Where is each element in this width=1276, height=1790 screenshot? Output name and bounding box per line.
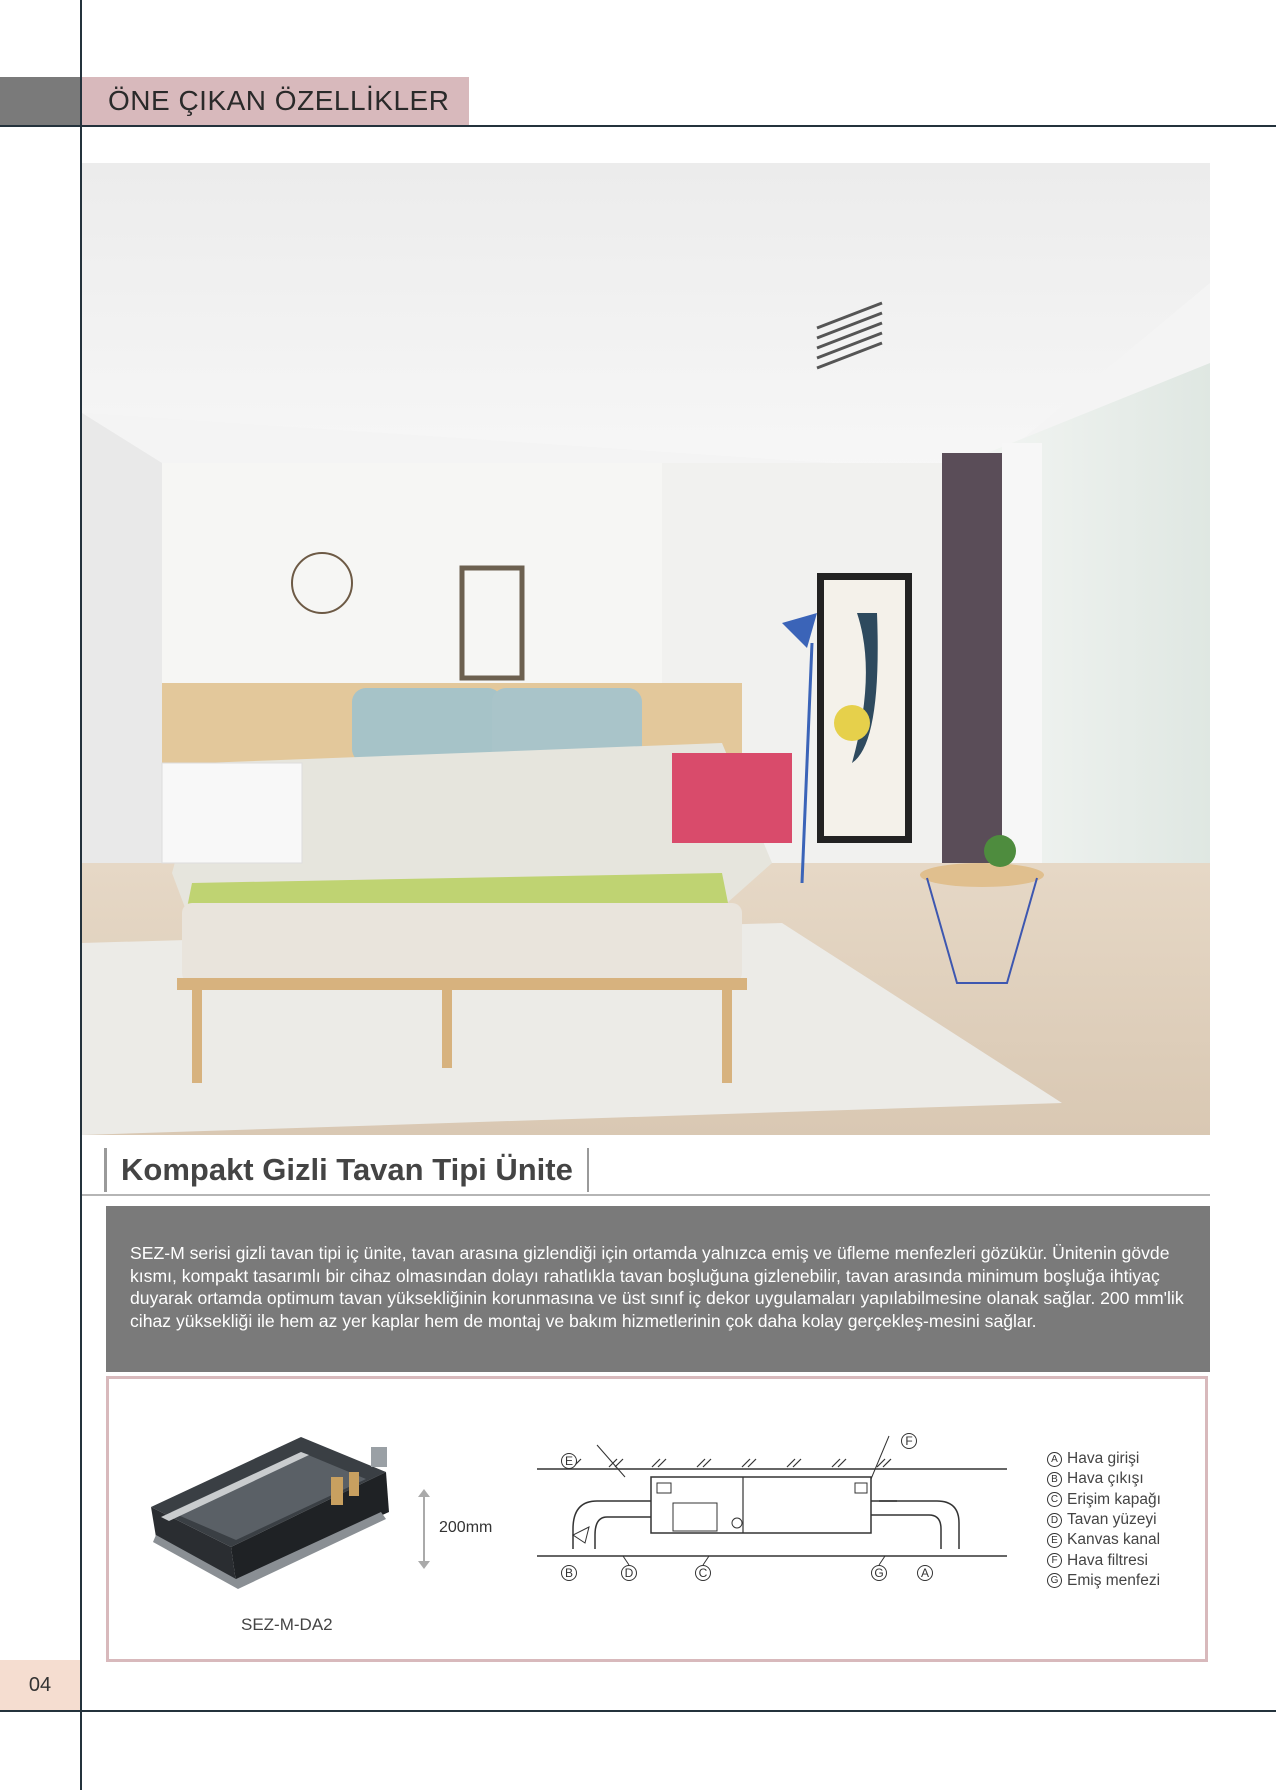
model-name: SEZ-M-DA2 [241, 1615, 333, 1634]
product-title-frame [104, 1148, 589, 1192]
legend-item-a: A Hava girişi [1047, 1449, 1161, 1469]
bottom-rule [0, 1710, 1276, 1712]
marker-c: C [698, 1566, 708, 1580]
product-title: Kompakt Gizli Tavan Tipi Ünite [121, 1152, 573, 1187]
product-description: SEZ-M serisi gizli tavan tipi iç ünite, tavan arasına gizlendiği için ortamda yalnızca emiş ve üfleme menfezleri gözükür. Ünitenin gövde kısmı, kompakt tasarımlı bir cihaz olmasından dolayı rahatlıkla tavan boşluğuna gizlenebilir, tavan arasında minimum boşluğa ihtiyaç duyarak ortamda optimum tavan yüksekliğinin korunmasına ve üst sınıf iç dekor uygulamaları yapılabilmesine olanak sağlar. 200 mm'lik cihaz yüksekliği ile hem az yer kaplar hem de montaj ve bakım hizmetlerinin çok daha kolay gerçekleş-mesini sağlar. [130, 1243, 1184, 1331]
indoor-unit-illustration [131, 1417, 431, 1607]
legend-item-e: E Kanvas kanal [1047, 1530, 1161, 1550]
spec-box [106, 1376, 1208, 1662]
header-grey-block [0, 77, 80, 125]
bedroom-photo [82, 163, 1210, 1135]
installation-diagram [537, 1431, 1017, 1591]
marker-f: F [905, 1434, 913, 1448]
top-rule [0, 125, 1276, 127]
marker-a: A [920, 1566, 930, 1580]
description-box [106, 1206, 1210, 1372]
height-dimension: 200mm [439, 1519, 493, 1536]
height-arrow [417, 1489, 431, 1569]
legend-item-b: B Hava çıkışı [1047, 1469, 1161, 1489]
marker-b: B [564, 1566, 574, 1580]
legend-item-g: G Emiş menfezi [1047, 1571, 1161, 1591]
marker-d: D [624, 1566, 634, 1580]
marker-g: G [874, 1566, 884, 1580]
title-underline [82, 1194, 1210, 1196]
legend-item-f: F Hava filtresi [1047, 1550, 1161, 1570]
page-number: 04 [0, 1660, 80, 1710]
legend-item-c: C Erişim kapağı [1047, 1490, 1161, 1510]
marker-e: E [564, 1454, 574, 1468]
diagram-legend [1047, 1449, 1161, 1591]
section-title: ÖNE ÇIKAN ÖZELLİKLER [82, 77, 469, 125]
legend-item-d: D Tavan yüzeyi [1047, 1510, 1161, 1530]
